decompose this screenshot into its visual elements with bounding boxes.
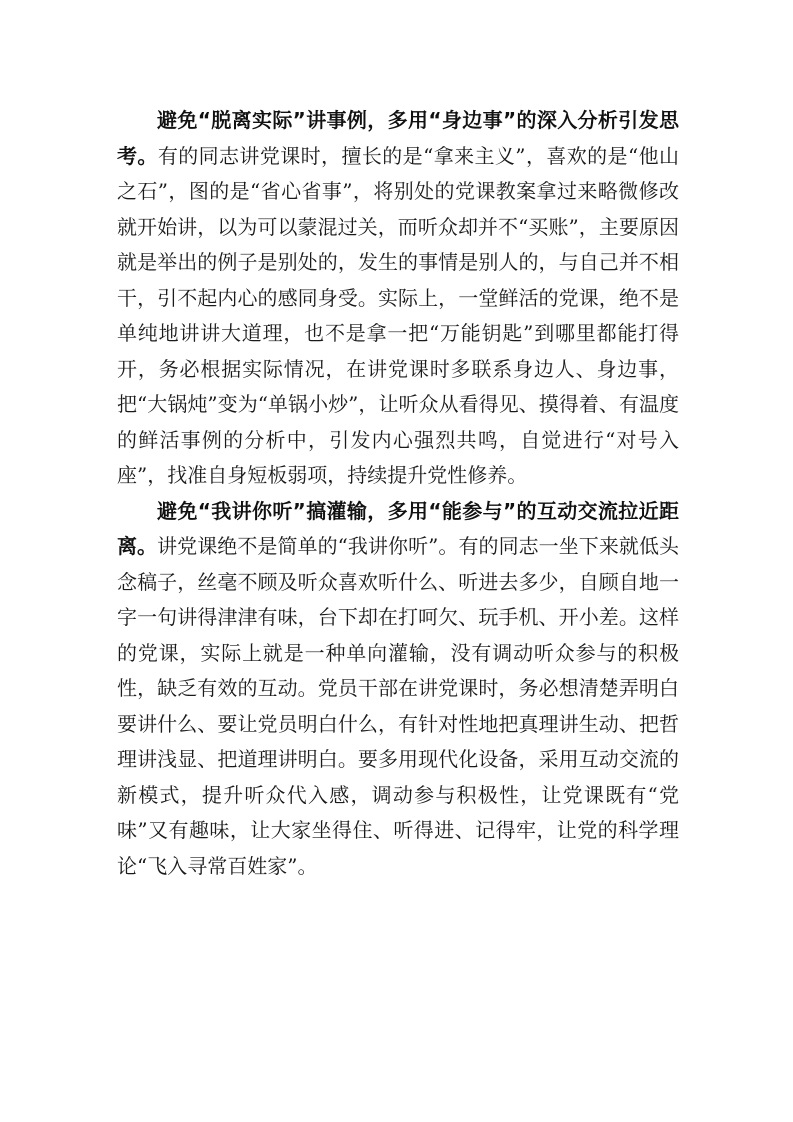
paragraph-1-body: 有的同志讲党课时，擅长的是“拿来主义”，喜欢的是“他山之石”，图的是“省心省事”，将别处的党课教案拿过来略微修改就开始讲，以为可以蒙混过关，而听众却并不“买账”，主要原因就是举出的例子是别处的，发生的事情是别人的，与自己并不相干，引不起内心的感同身受。实际上，一堂鲜活的党课，绝不是单纯地讲讲大道理，也不是拿一把“万能钥匙”到哪里都能打得开，务必根据实际情况，在讲党课时多联系身边人、身边事，把“大锅炖”变为“单锅小炒”，让听众从看得见、摸得着、有温度的鲜活事例的分析中，引发内心强烈共鸣，自觉进行“对号入座”，找准自身短板弱项，持续提升党性修养。 (117, 143, 679, 487)
paragraph-2-body: 讲党课绝不是简单的“我讲你听”。有的同志一坐下来就低头念稿子，丝毫不顾及听众喜欢听什么、听进去多少，自顾自地一字一句讲得津津有味，台下却在打呵欠、玩手机、开小差。这样的党课，实际上就是一种单向灌输，没有调动听众参与的积极性，缺乏有效的互动。党员干部在讲党课时，务必想清楚弄明白要讲什么、要让党员明白什么，有针对性地把真理讲生动、把哲理讲浅显、把道理讲明白。要多用现代化设备，采用互动交流的新模式，提升听众代入感，调动参与积极性，让党课既有“党味”又有趣味，让大家坐得住、听得进、记得牢，让党的科学理论“飞入寻常百姓家”。 (117, 534, 680, 878)
paragraph-1-lead: 避免“脱离实际”讲事例，多用“身边事”的深入分析引发思考。 (117, 108, 679, 168)
paragraph-2-lead: 避免“我讲你听”搞灌输，多用“能参与”的互动交流拉近距离。 (117, 498, 679, 558)
paragraph-2 (117, 494, 679, 885)
document-page (117, 103, 679, 884)
paragraph-1 (117, 103, 679, 494)
